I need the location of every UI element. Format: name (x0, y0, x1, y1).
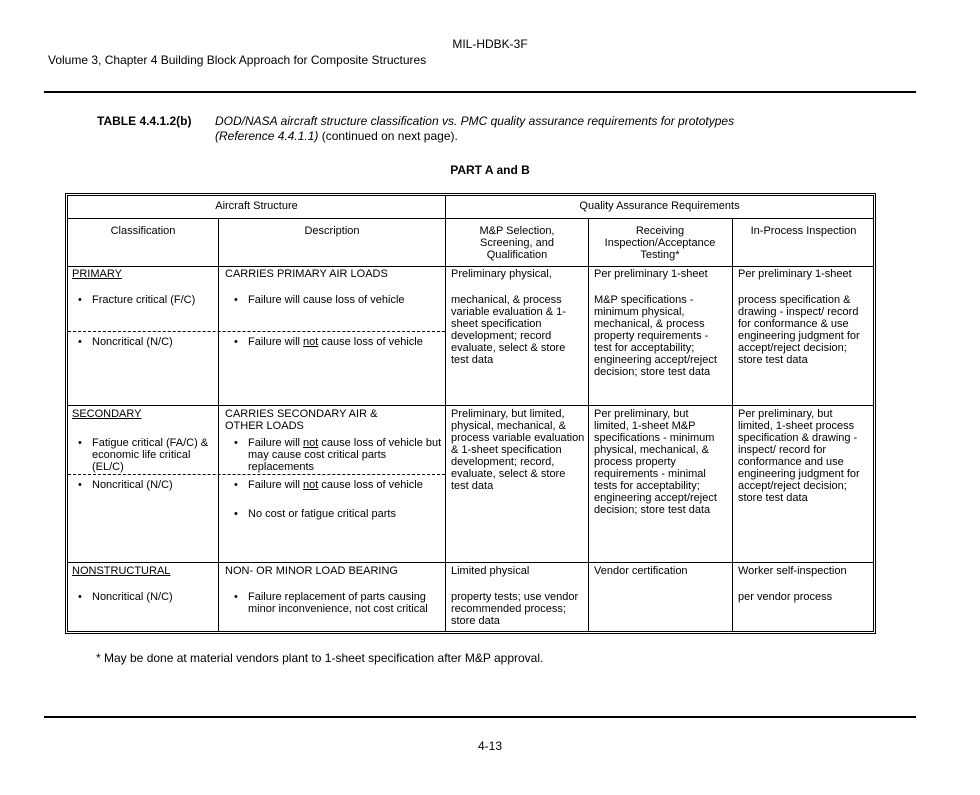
secondary-desc-bullet2: • Failure will not cause loss of vehicle (248, 479, 433, 491)
header-aircraft-structure: Aircraft Structure (215, 200, 298, 212)
primary-ri-detail: M&P specifications - minimum physical, mechanical, & process property requirements - test for acceptability; engineering accept/reject decision; store test data (594, 294, 717, 378)
secondary-desc-title: CARRIES SECONDARY AIR & OTHER LOADS (225, 408, 378, 432)
part-title: PART A and B (450, 163, 530, 177)
secondary-class-noncritical: • Noncritical (N/C) (92, 479, 216, 491)
primary-mp-detail: mechanical, & process variable evaluation & 1-sheet specification development; record evaluate, select & store test data (451, 294, 566, 366)
row-divider (68, 562, 873, 563)
row-divider (68, 266, 873, 267)
footer-rule (44, 716, 916, 718)
nonstructural-class-noncritical: • Noncritical (N/C) (92, 591, 216, 603)
primary-dashed-divider (68, 331, 445, 332)
nonstructural-desc-title: NON- OR MINOR LOAD BEARING (225, 565, 398, 577)
nonstructural-ri: Vendor certification (594, 565, 688, 577)
col-header-in-process: In-Process Inspection (750, 225, 857, 237)
table-footnote: * May be done at material vendors plant to 1-sheet specification after M&P approval. (96, 651, 544, 665)
secondary-desc-bullet1: • Failure will not cause loss of vehicle but may cause cost critical parts replacements (248, 437, 443, 473)
table-caption (97, 114, 835, 144)
secondary-ip: Per preliminary, but limited, 1-sheet process specification & drawing - inspect/ record for conformance and use engineering judgment for accept/reject decision; store test data (738, 408, 860, 504)
col-header-classification: Classification (110, 225, 176, 237)
nonstructural-ip-line1: Worker self-inspection (738, 565, 847, 577)
primary-mp-line1: Preliminary physical, (451, 268, 552, 280)
primary-desc-bullet2: • Failure will not cause loss of vehicle (248, 336, 433, 348)
primary-class-title: PRIMARY (72, 268, 122, 280)
caption-reference: (Reference 4.4.1.1) (215, 129, 319, 143)
nonstructural-class-title: NONSTRUCTURAL (72, 565, 171, 577)
nonstructural-mp-line1: Limited physical (451, 565, 530, 577)
caption-continued: (continued on next page). (318, 129, 458, 143)
col-header-mp-selection: M&P Selection, Screening, and Qualification (479, 225, 555, 261)
nonstructural-desc-bullet1: • Failure replacement of parts causing minor inconvenience, not cost critical (248, 591, 438, 615)
classification-table (65, 193, 876, 634)
group-divider (445, 196, 446, 631)
secondary-mp: Preliminary, but limited, physical, mechanical, & process variable evaluation & 1-sheet specification development; record, evaluate, select & store test data (451, 408, 585, 492)
primary-desc-bullet1: • Failure will cause loss of vehicle (248, 294, 443, 306)
col-divider (218, 218, 219, 631)
chapter-title: Volume 3, Chapter 4 Building Block Approach for Composite Structures (48, 53, 427, 67)
secondary-ri: Per preliminary, but limited, 1-sheet M&P specifications - minimum physical, mechanical, & process property requirements - minimal tests for acceptability; engineering accept/reject decision; store test data (594, 408, 717, 516)
primary-class-fracture-critical: • Fracture critical (F/C) (92, 294, 216, 306)
col-divider (588, 218, 589, 631)
table-label: TABLE 4.4.1.2(b) (97, 114, 192, 128)
row-divider (68, 405, 873, 406)
primary-ip-detail: process specification & drawing - inspect/ record for conformance & use engineering judgment for accept/reject decision; store test data (738, 294, 860, 366)
nonstructural-mp-detail: property tests; use vendor recommended process; store data (451, 591, 579, 627)
primary-ip-line1: Per preliminary 1-sheet (738, 268, 852, 280)
primary-ri-line1: Per preliminary 1-sheet (594, 268, 708, 280)
document-id: MIL-HDBK-3F (452, 37, 528, 51)
primary-desc-title: CARRIES PRIMARY AIR LOADS (225, 268, 388, 280)
nonstructural-ip-detail: per vendor process (738, 591, 833, 603)
col-divider (732, 218, 733, 631)
secondary-class-title: SECONDARY (72, 408, 142, 420)
secondary-dashed-divider (68, 474, 445, 475)
header-quality-assurance: Quality Assurance Requirements (579, 200, 740, 212)
col-header-description: Description (304, 225, 360, 237)
row-divider (68, 218, 873, 219)
page-number: 4-13 (477, 739, 503, 753)
secondary-class-fatigue-critical: • Fatigue critical (FA/C) & economic life critical (EL/C) (92, 437, 212, 473)
primary-class-noncritical: • Noncritical (N/C) (92, 336, 216, 348)
header-rule (44, 91, 916, 93)
secondary-desc-bullet3: • No cost or fatigue critical parts (248, 508, 443, 520)
col-header-receiving-inspection: Receiving Inspection/Acceptance Testing* (604, 225, 716, 261)
caption-line1: DOD/NASA aircraft structure classification vs. PMC quality assurance requirements for prototypes (215, 114, 735, 128)
